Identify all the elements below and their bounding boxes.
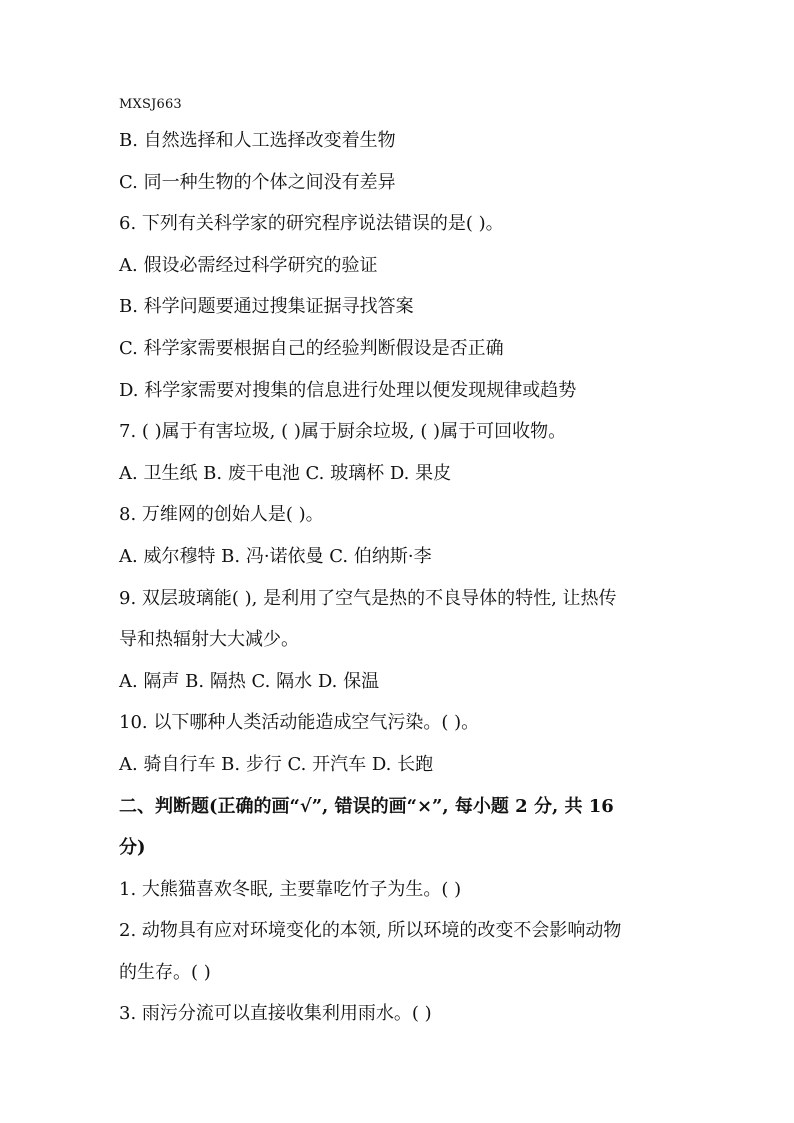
option-b-q6: B. 科学问题要通过搜集证据寻找答案 [119, 296, 414, 318]
judge-question-2-line1: 2. 动物具有应对环境变化的本领, 所以环境的改变不会影响动物 [119, 920, 622, 942]
question-8: 8. 万维网的创始人是( )。 [119, 504, 324, 526]
options-q10: A. 骑自行车 B. 步行 C. 开汽车 D. 长跑 [119, 753, 434, 775]
question-9-line1: 9. 双层玻璃能( ), 是利用了空气是热的不良导体的特性, 让热传 [119, 587, 617, 609]
question-10: 10. 以下哪种人类活动能造成空气污染。( )。 [119, 712, 480, 734]
option-d-q6: D. 科学家需要对搜集的信息进行处理以便发现规律或趋势 [119, 379, 577, 401]
judge-question-2-line2: 的生存。( ) [119, 961, 211, 983]
judge-question-3: 3. 雨污分流可以直接收集利用雨水。( ) [119, 1003, 432, 1025]
options-q7: A. 卫生纸 B. 废干电池 C. 玻璃杯 D. 果皮 [119, 462, 452, 484]
question-content [119, 120, 679, 1035]
section-2-heading-line1: 二、判断题(正确的画“√”, 错误的画“×”, 每小题 2 分, 共 16 [119, 795, 614, 817]
option-a-q6: A. 假设必需经过科学研究的验证 [119, 254, 378, 276]
option-c-q6: C. 科学家需要根据自己的经验判断假设是否正确 [119, 337, 504, 359]
options-q9: A. 隔声 B. 隔热 C. 隔水 D. 保温 [119, 670, 380, 692]
question-7: 7. ( )属于有害垃圾, ( )属于厨余垃圾, ( )属于可回收物。 [119, 421, 567, 443]
option-b-q5: B. 自然选择和人工选择改变着生物 [119, 130, 396, 151]
section-2-heading-line2: 分) [119, 837, 146, 859]
option-c-q5: C. 同一种生物的个体之间没有差异 [119, 171, 396, 193]
judge-question-1: 1. 大熊猫喜欢冬眠, 主要靠吃竹子为生。( ) [119, 878, 462, 900]
document-code: MXSJ663 [119, 97, 182, 112]
question-6: 6. 下列有关科学家的研究程序说法错误的是( )。 [119, 213, 504, 235]
options-q8: A. 威尔穆特 B. 冯·诺依曼 C. 伯纳斯·李 [119, 545, 432, 567]
question-9-line2: 导和热辐射大大减少。 [119, 629, 299, 651]
